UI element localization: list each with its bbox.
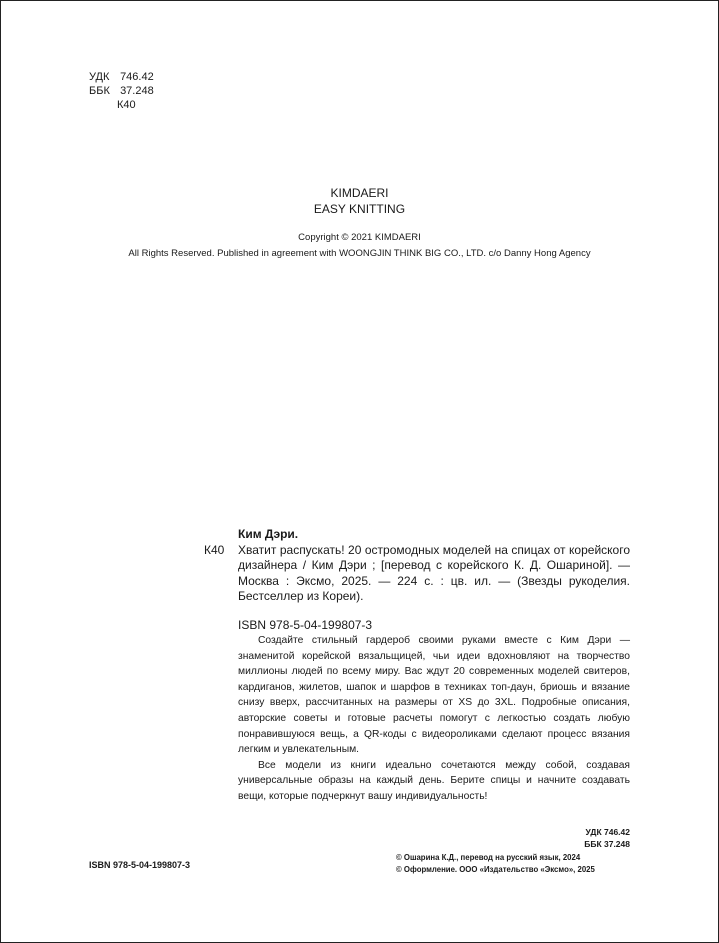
original-author: KIMDAERI bbox=[330, 186, 389, 200]
copyright-line: Copyright © 2021 KIMDAERI bbox=[298, 232, 421, 243]
classification-bottom bbox=[560, 827, 630, 850]
udk-bottom: УДК 746.42 bbox=[585, 827, 630, 837]
copyright-design: © Оформление. ООО «Издательство «Эксмо», 2025 bbox=[396, 865, 595, 874]
bbk-label: ББК bbox=[89, 85, 110, 97]
original-title-block bbox=[0, 185, 719, 217]
card-description: Хватит распускать! 20 остромодных моделей на спицах от корейского дизайнера / Ким Дэри ; [перевод с корейского К. Д. Ошариной]. — Москва : Эксмо, 2025. — 224 с. : цв. ил. — (Звезды рукоделия. Бестселлер из Кореи). bbox=[238, 542, 630, 603]
annotation-paragraph-2: Все модели из книги идеально сочетаются между собой, создавая универсальные образы на каждый день. Берите спицы и начните создавать вещи, которые подчеркнут вашу индивидуальность! bbox=[238, 759, 630, 802]
rights-line: All Rights Reserved. Published in agreement with WOONGJIN THINK BIG CO., LTD. c/o Danny Hong Agency bbox=[128, 248, 591, 259]
bbk-bottom: ББК 37.248 bbox=[584, 838, 630, 849]
udk-label: УДК bbox=[89, 71, 110, 83]
annotation-paragraph-1: Создайте стильный гардероб своими руками вместе с Ким Дэри — знаменитой корейской вязальщицей, чьи идеи вдохновляют на творчество миллионы людей по всему миру. Вас ждут 20 современных моделей свитеров, кардиганов, жилетов, шапок и шарфов в техниках топ-даун, бриошь и вязание снизу вверх, рассчитанных на размеры от XS до 3XL. Подробные описания, авторские советы и готовые расчеты помогут с легкостью создать любую понравившуюся вещь, а QR-коды с видеороликами сделают процесс вязания легким и увлекательным. bbox=[238, 635, 630, 756]
copyright-block bbox=[0, 230, 719, 262]
author-code: К40 bbox=[117, 99, 136, 111]
annotation bbox=[238, 633, 630, 805]
card-isbn: ISBN 978-5-04-199807-3 bbox=[238, 617, 373, 632]
copyright-translation: © Ошарина К.Д., перевод на русский язык, 2024 bbox=[396, 853, 581, 862]
classification-top bbox=[89, 70, 154, 112]
udk-value: 746.42 bbox=[120, 71, 154, 83]
card-author: Ким Дэри. bbox=[238, 527, 299, 541]
original-title: EASY KNITTING bbox=[313, 202, 406, 216]
footer-copyright bbox=[396, 852, 595, 876]
catalog-card-code: К40 bbox=[204, 543, 225, 557]
bbk-value: 37.248 bbox=[120, 85, 154, 97]
catalog-card bbox=[238, 527, 630, 633]
footer-isbn: ISBN 978-5-04-199807-3 bbox=[89, 860, 191, 870]
